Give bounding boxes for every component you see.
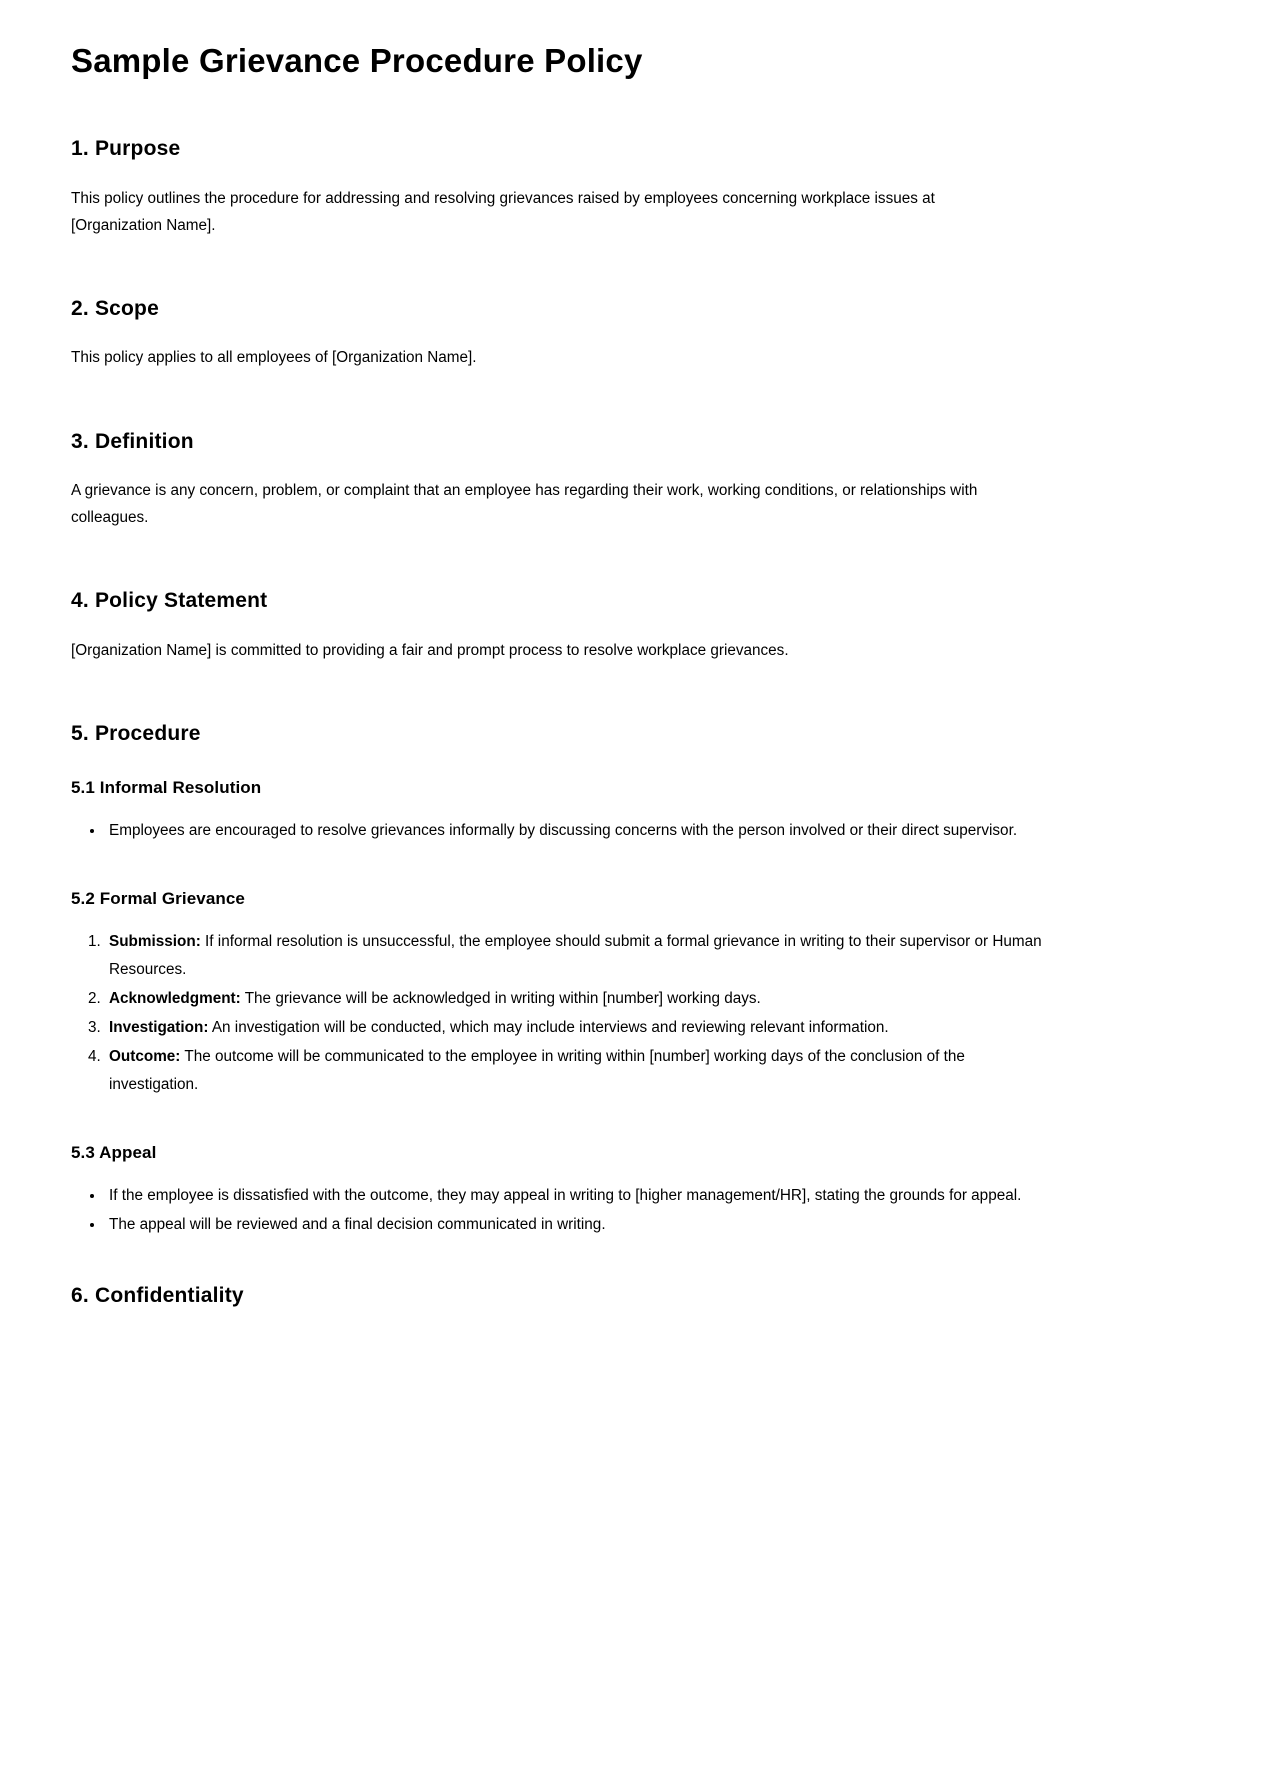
subsection-appeal (71, 1142, 1044, 1239)
list-item-label: Acknowledgment: (109, 989, 241, 1007)
section-procedure (71, 720, 1044, 1239)
subsection-heading-formal-grievance: 5.2 Formal Grievance (71, 889, 245, 909)
informal-resolution-bullet-list (71, 817, 1044, 844)
section-heading-purpose: 1. Purpose (71, 137, 181, 161)
formal-grievance-numbered-list (71, 928, 1044, 1097)
list-item (105, 928, 1044, 982)
section-heading-procedure: 5. Procedure (71, 721, 201, 745)
subsection-informal-resolution (71, 777, 1044, 844)
subsection-formal-grievance (71, 888, 1044, 1097)
section-paragraph-definition: A grievance is any concern, problem, or complaint that an employee has regarding their work, working conditions, or relationships with colleagues. (71, 481, 978, 527)
section-heading-confidentiality: 6. Confidentiality (71, 1284, 244, 1308)
section-paragraph-purpose: This policy outlines the procedure for addressing and resolving grievances raised by employees concerning workplace issues at [Organization Name]. (71, 189, 935, 234)
section-paragraph-policy-statement: [Organization Name] is committed to providing a fair and prompt process to resolve workplace grievances. (71, 641, 789, 659)
appeal-bullet-list (71, 1182, 1044, 1238)
subsection-heading-appeal: 5.3 Appeal (71, 1142, 157, 1162)
list-item (105, 817, 1044, 844)
section-confidentiality (71, 1282, 1044, 1309)
list-item-text: An investigation will be conducted, which may include interviews and reviewing relevant information. (208, 1019, 889, 1037)
list-item-text: If informal resolution is unsuccessful, the employee should submit a formal grievance in writing to their supervisor or Human Resources. (109, 933, 1042, 978)
section-policy-statement (71, 587, 1044, 664)
section-heading-scope: 2. Scope (71, 296, 159, 320)
list-item (105, 985, 1044, 1012)
list-item-text: The outcome will be communicated to the employee in writing within [number] working days of the conclusion of the investigation. (109, 1048, 965, 1093)
list-item (105, 1043, 1044, 1097)
list-item-label: Submission: (109, 933, 201, 951)
page-title: Sample Grievance Procedure Policy (71, 42, 643, 79)
list-item (105, 1182, 1044, 1209)
list-item-text: The grievance will be acknowledged in writing within [number] working days. (240, 989, 761, 1007)
section-definition (71, 428, 1044, 532)
subsection-heading-informal-resolution: 5.1 Informal Resolution (71, 778, 262, 798)
list-item-label: Outcome: (109, 1048, 181, 1066)
list-item (105, 1014, 1044, 1041)
list-item-text: The appeal will be reviewed and a final decision communicated in writing. (109, 1216, 606, 1234)
list-item-text: If the employee is dissatisfied with the outcome, they may appeal in writing to [higher management/HR], stating the grounds for appeal. (109, 1186, 1022, 1204)
section-purpose (71, 135, 1044, 239)
list-item-label: Investigation: (109, 1019, 209, 1037)
section-scope (71, 295, 1044, 372)
section-heading-definition: 3. Definition (71, 429, 194, 453)
list-item (105, 1211, 1044, 1238)
list-item-text: Employees are encouraged to resolve grievances informally by discussing concerns with the person involved or their direct supervisor. (109, 822, 1018, 840)
section-paragraph-scope: This policy applies to all employees of [Organization Name]. (71, 349, 477, 367)
section-heading-policy-statement: 4. Policy Statement (71, 589, 268, 613)
